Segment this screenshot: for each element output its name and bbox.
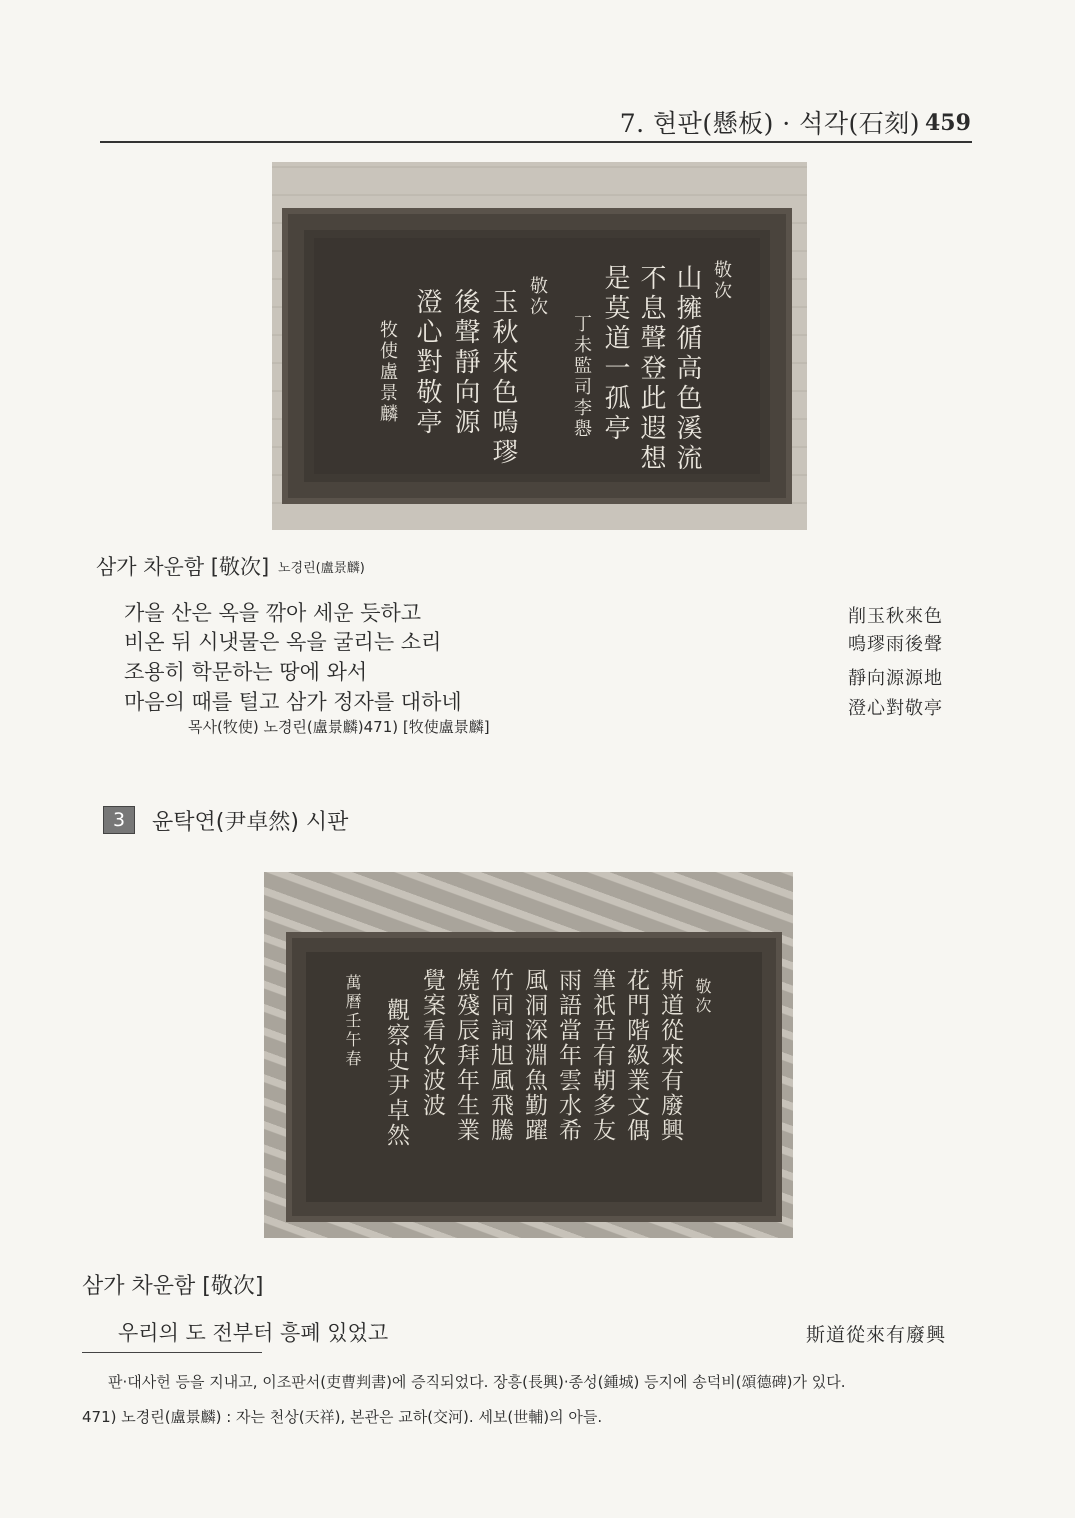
board-text-column: 山擁循高色溪流 <box>672 264 702 474</box>
board-text-column: 敬次 <box>693 978 712 1016</box>
wooden-signboard <box>286 932 782 1222</box>
signboard-panel <box>314 238 760 474</box>
wooden-signboard <box>282 208 792 504</box>
poem-attribution: 목사(牧使) 노경린(盧景麟)471) [牧使盧景麟] <box>188 718 490 736</box>
board-text-column: 後聲靜向源 <box>450 288 480 438</box>
header-rule <box>100 141 972 144</box>
board-text-column: 牧使盧景麟 <box>377 320 398 425</box>
footnote-rule <box>82 1352 262 1353</box>
board-text-column: 萬曆壬午春 <box>343 974 362 1069</box>
poem-line-korean: 마음의 때를 털고 삼가 정자를 대하네 <box>124 690 462 714</box>
poem-line-korean: 조용히 학문하는 땅에 와서 <box>124 660 368 684</box>
poem-title: 삼가 차운함 [敬次] <box>96 555 270 579</box>
board-text-column: 是莫道一孤亭 <box>600 264 630 444</box>
poem-line-hanja: 澄心對敬亭 <box>848 698 943 719</box>
board-text-column: 丁未監司李㦛 <box>571 314 592 440</box>
poem-line-hanja: 靜向源源地 <box>848 668 943 689</box>
board-text-column: 花門階級業文偶 <box>623 968 649 1143</box>
board-text-column: 雨語當年雲水希 <box>555 968 581 1143</box>
board-text-column: 不息聲登此遐想 <box>636 264 666 474</box>
footnote-471: 471) 노경린(盧景麟) : 자는 천상(天祥), 본관은 교하(交河). 세보(世輔)의 아들. <box>82 1408 603 1426</box>
board-text-column: 竹同詞旭風飛騰 <box>487 968 513 1143</box>
signboard-photo-1 <box>272 162 807 530</box>
poem-line-korean: 우리의 도 전부터 흥폐 있었고 <box>118 1321 389 1345</box>
poem-line-hanja: 斯道從來有廢興 <box>806 1324 947 1346</box>
board-text-column: 燒殘辰拜年生業 <box>453 968 479 1143</box>
board-text-column: 觀察史尹卓然 <box>383 998 409 1148</box>
board-text-column: 敬次 <box>527 276 548 318</box>
board-text-column: 覺案看次波波 <box>419 968 445 1118</box>
running-header-title: 7. 현판(懸板) · 석각(石刻) <box>619 109 920 138</box>
section-title: 윤탁연(尹卓然) 시판 <box>152 810 349 835</box>
page-number: 459 <box>925 110 971 136</box>
board-text-column: 玉秋來色鳴璆 <box>488 288 518 468</box>
poem-line-hanja: 鳴璆雨後聲 <box>848 634 943 655</box>
board-text-column: 筆祇吾有朝多友 <box>589 968 615 1143</box>
board-text-column: 澄心對敬亭 <box>412 288 442 438</box>
poem-line-korean: 가을 산은 옥을 깎아 세운 듯하고 <box>124 601 422 625</box>
board-text-column: 風洞深淵魚勤躍 <box>521 968 547 1143</box>
poem-line-korean: 비온 뒤 시냇물은 옥을 굴리는 소리 <box>124 630 442 654</box>
poem-line-hanja: 削玉秋來色 <box>848 606 943 627</box>
board-text-column: 斯道從來有廢興 <box>657 968 683 1143</box>
section-number-badge: 3 <box>103 806 135 834</box>
poem-author: 노경린(盧景麟) <box>278 561 365 576</box>
board-text-column: 敬次 <box>711 260 732 302</box>
footnote-continuation: 판·대사헌 등을 지내고, 이조판서(吏曹判書)에 증직되었다. 장흥(長興)·종성(鍾城) 등지에 송덕비(頌德碑)가 있다. <box>108 1373 846 1391</box>
poem-title: 삼가 차운함 [敬次] <box>82 1274 264 1299</box>
signboard-photo-2 <box>264 872 793 1238</box>
